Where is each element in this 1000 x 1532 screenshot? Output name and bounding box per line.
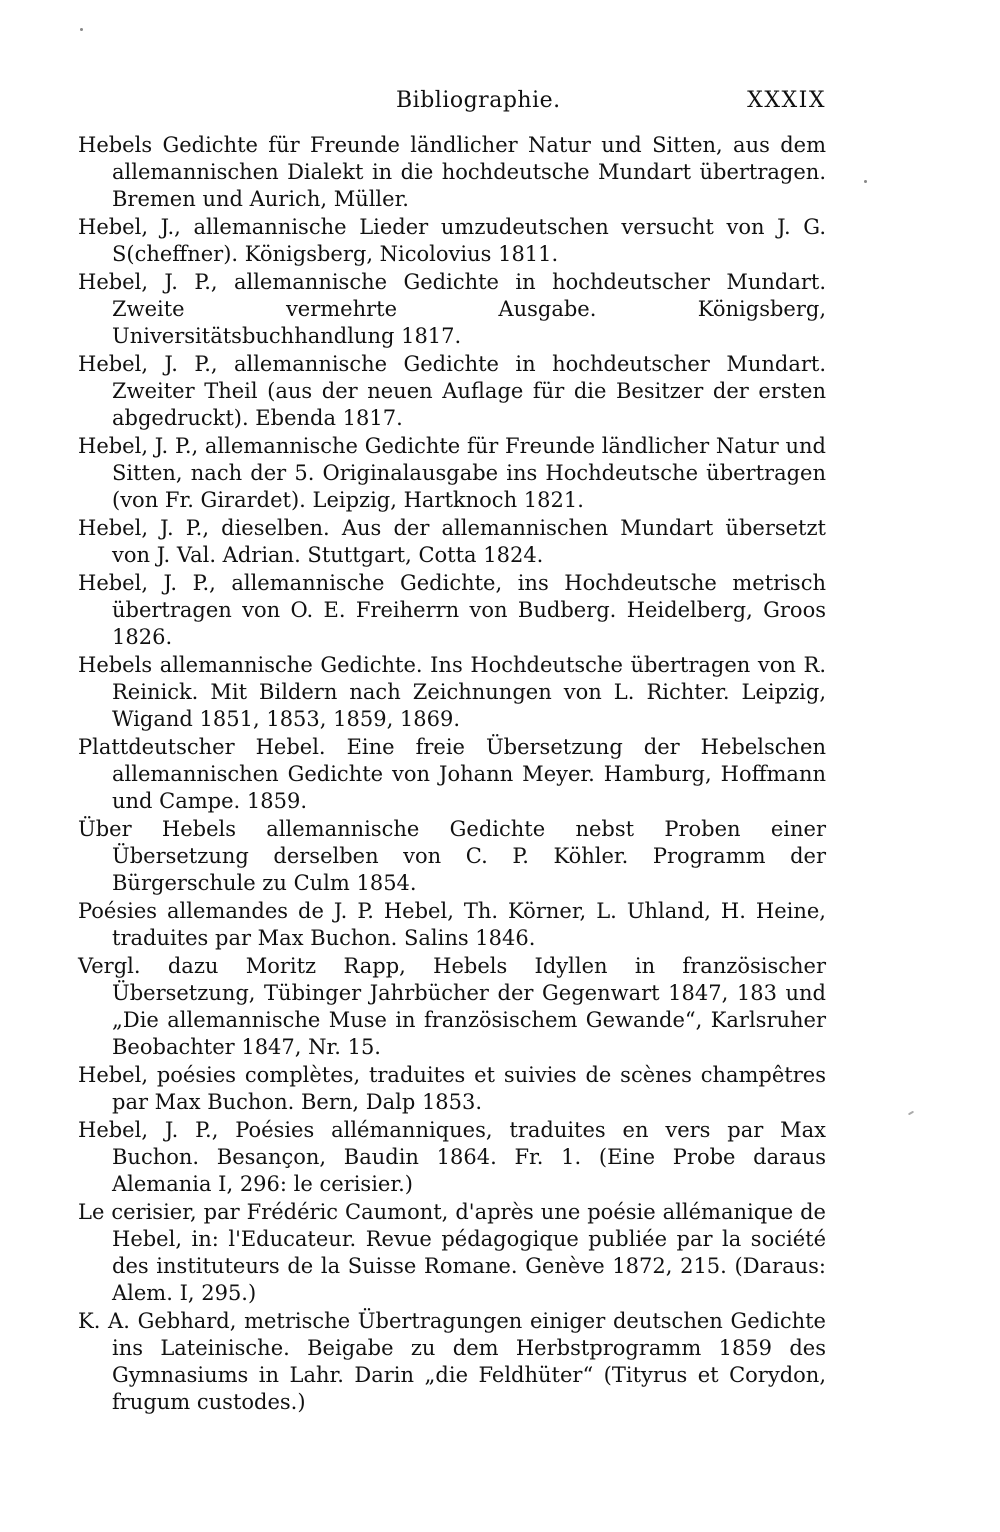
page-header xyxy=(78,84,826,124)
bibliography-entry: Über Hebels allemannische Gedichte nebst Proben einer Übersetzung derselben von C. P. Köhler. Programm der Bürgerschule zu Culm 1854. xyxy=(78,817,826,895)
bibliography-entry: Hebel, poésies complètes, traduites et suivies de scènes champêtres par Max Buchon. Bern, Dalp 1853. xyxy=(78,1063,826,1114)
bibliography-entry: Le cerisier, par Frédéric Caumont, d'après une poésie allémanique de Hebel, in: l'Educateur. Revue pédagogique publiée par la société des instituteurs de la Suisse Romane. Genève 1872, 215. (Daraus: Alem. I, 295.) xyxy=(78,1200,826,1305)
bibliography-entry: K. A. Gebhard, metrische Übertragungen einiger deutschen Gedichte ins Lateinische. Beigabe zu dem Herbstprogramm 1859 des Gymnasiums in Lahr. Darin „die Feldhüter“ (Tityrus et Corydon, frugum custodes.) xyxy=(78,1309,826,1414)
document-page xyxy=(78,84,826,1417)
bibliography-entry: Hebel, J. P., Poésies allémanniques, traduites en vers par Max Buchon. Besançon, Baudin 1864. Fr. 1. (Eine Probe daraus Alemania I, 296: le cerisier.) xyxy=(78,1118,826,1196)
paper-speck xyxy=(908,1111,914,1116)
bibliography-entry: Vergl. dazu Moritz Rapp, Hebels Idyllen in französischer Übersetzung, Tübinger Jahrbücher der Gegenwart 1847, 183 und „Die allemannische Muse in französischem Gewande“, Karlsruher Beobachter 1847, Nr. 15. xyxy=(78,954,826,1059)
page-number: XXXIX xyxy=(747,88,826,113)
bibliography-entry: Hebel, J. P., allemannische Gedichte in hochdeutscher Mundart. Zweiter Theil (aus der neuen Auflage für die Besitzer der ersten abgedruckt). Ebenda 1817. xyxy=(78,352,826,430)
bibliography-entry: Poésies allemandes de J. P. Hebel, Th. Körner, L. Uhland, H. Heine, traduites par Max Buchon. Salins 1846. xyxy=(78,899,826,950)
running-title: Bibliographie. xyxy=(396,88,561,113)
bibliography-entry: Hebel, J. P., allemannische Gedichte in hochdeutscher Mundart. Zweite vermehrte Ausgabe. Königsberg, Universitätsbuchhandlung 1817. xyxy=(78,270,826,348)
paper-speck xyxy=(864,180,867,183)
bibliography-entry: Hebels allemannische Gedichte. Ins Hochdeutsche übertragen von R. Reinick. Mit Bildern nach Zeichnungen von L. Richter. Leipzig, Wigand 1851, 1853, 1859, 1869. xyxy=(78,653,826,731)
bibliography-list xyxy=(78,132,826,1416)
paper-speck xyxy=(80,28,83,31)
bibliography-entry: Hebel, J. P., allemannische Gedichte, ins Hochdeutsche metrisch übertragen von O. E. Freiherrn von Budberg. Heidelberg, Groos 1826. xyxy=(78,571,826,649)
bibliography-entry: Hebel, J., allemannische Lieder umzudeutschen versucht von J. G. S(cheffner). Königsberg, Nicolovius 1811. xyxy=(78,215,826,266)
bibliography-entry: Hebel, J. P., dieselben. Aus der allemannischen Mundart übersetzt von J. Val. Adrian. Stuttgart, Cotta 1824. xyxy=(78,516,826,567)
bibliography-entry: Hebel, J. P., allemannische Gedichte für Freunde ländlicher Natur und Sitten, nach der 5. Originalausgabe ins Hochdeutsche übertragen (von Fr. Girardet). Leipzig, Hartknoch 1821. xyxy=(78,434,826,512)
bibliography-entry: Plattdeutscher Hebel. Eine freie Übersetzung der Hebelschen allemannischen Gedichte von Johann Meyer. Hamburg, Hoffmann und Campe. 1859. xyxy=(78,735,826,813)
bibliography-entry: Hebels Gedichte für Freunde ländlicher Natur und Sitten, aus dem allemannischen Dialekt in die hochdeutsche Mundart übertragen. Bremen und Aurich, Müller. xyxy=(78,133,826,211)
